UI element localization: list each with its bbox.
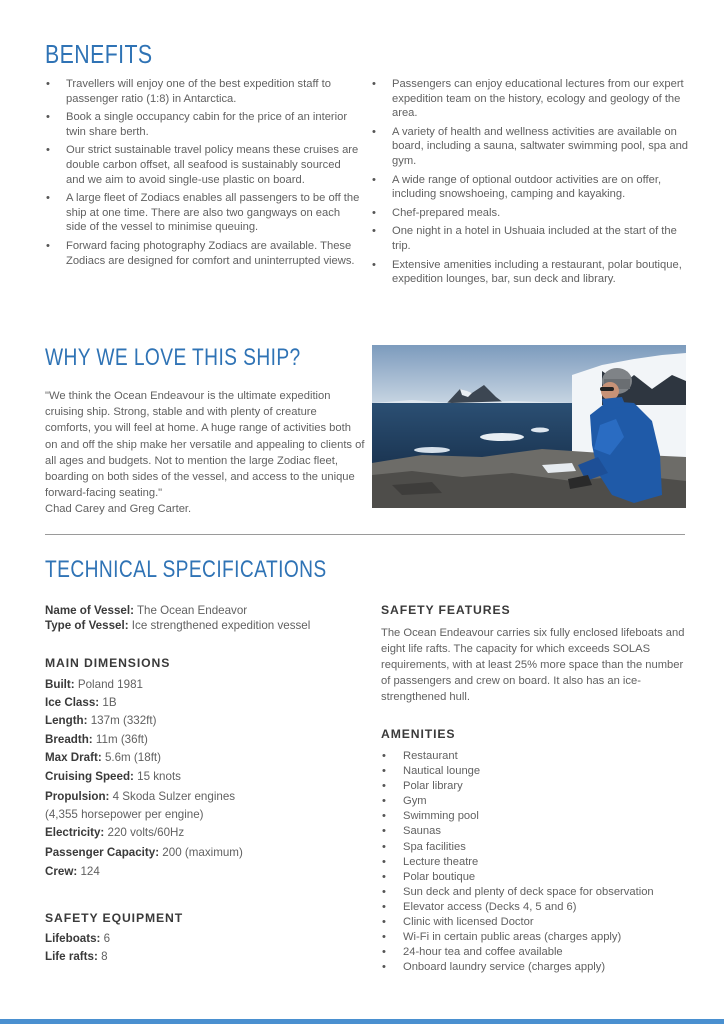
list-item: • Forward facing photography Zodiacs are available. These Zodiacs are designed for comfort and uninterrupted views. (45, 239, 360, 268)
list-item: • Onboard laundry service (charges apply) (381, 960, 701, 975)
spec-propulsion (45, 790, 235, 803)
quote-text: "We think the Ocean Endeavour is the ultimate expedition cruising ship. Strong, stable and with plenty of creature comforts, you will feel at home. A huge range of activities both on and off the ship make her versatile and appealing to clients of all ages and budgets. Not to mention the large Zodiac fleet, boarding on both sides of the vessel, and access to the unique forward-facing seating." (45, 390, 365, 500)
antarctica-photo (372, 345, 686, 508)
spec-label: Length: (45, 714, 88, 727)
spec-value: 5.6m (18ft) (104, 751, 161, 764)
spec-value: 15 knots (137, 770, 181, 783)
list-item: • A large fleet of Zodiacs enables all passengers to be off the ship at one time. There are also two gangways on each side of the vessel to minimise queuing. (45, 191, 360, 235)
spec-value: 1B (102, 696, 117, 709)
vessel-type (45, 619, 310, 632)
spec-label: Max Draft: (45, 751, 102, 764)
list-item: • Clinic with licensed Doctor (381, 915, 701, 930)
safety-features-text: The Ocean Endeavour carries six fully enclosed lifeboats and eight life rafts. The capacity for which exceeds SOLAS requirements, with at least 25% more space than the number of passengers and crew on board. It also has an ice-strengthened hull. (381, 627, 685, 703)
why-heading: WHY WE LOVE THIS SHIP? (45, 344, 301, 371)
spec-value: 4 Skoda Sulzer engines (112, 790, 236, 803)
spec-crew (45, 865, 100, 878)
list-item: • Polar boutique (381, 870, 701, 885)
list-item: • One night in a hotel in Ushuaia included at the start of the trip. (371, 224, 691, 253)
spec-cruising-speed (45, 770, 181, 783)
spec-value: 137m (332ft) (90, 714, 157, 727)
spec-value: 8 (101, 950, 108, 963)
list-item: • Extensive amenities including a restaurant, polar boutique, expedition lounges, bar, sun deck and library. (371, 258, 691, 287)
spec-label: Lifeboats: (45, 932, 101, 945)
spec-liferafts (45, 950, 108, 963)
list-item: • Polar library (381, 779, 701, 794)
amenities-list (381, 749, 701, 975)
spec-length (45, 714, 156, 727)
quote-author: Chad Carey and Greg Carter. (45, 503, 192, 516)
vessel-type-value: Ice strengthened expedition vessel (131, 619, 311, 632)
footer-accent-bar (0, 1019, 724, 1024)
list-item: • Nautical lounge (381, 764, 701, 779)
list-item: • Passengers can enjoy educational lectures from our expert expedition team on the history, ecology and geology of the area. (371, 77, 691, 121)
list-item: • Book a single occupancy cabin for the price of an interior twin share berth. (45, 110, 360, 139)
spec-lifeboats (45, 932, 110, 945)
vessel-type-label: Type of Vessel: (45, 619, 129, 632)
list-item: • A variety of health and wellness activities are available on board, including a sauna, saltwater swimming pool, spa and gym. (371, 125, 691, 169)
spec-label: Passenger Capacity: (45, 846, 160, 859)
benefits-left-list (45, 77, 360, 272)
safety-equipment-heading: SAFETY EQUIPMENT (45, 911, 184, 925)
spec-propulsion-note (45, 808, 204, 821)
list-item: • Swimming pool (381, 809, 701, 824)
list-item: • Elevator access (Decks 4, 5 and 6) (381, 900, 701, 915)
spec-passenger-capacity (45, 846, 243, 859)
main-dimensions-heading: MAIN DIMENSIONS (45, 656, 171, 670)
spec-value: 11m (36ft) (95, 733, 148, 746)
spec-breadth (45, 733, 148, 746)
testimonial-quote (45, 388, 365, 518)
benefits-right-list (371, 77, 691, 291)
vessel-name-label: Name of Vessel: (45, 604, 134, 617)
photo-illustration (372, 345, 686, 508)
section-divider (45, 534, 685, 535)
list-item: • Travellers will enjoy one of the best expedition staff to passenger ratio (1:8) in Antarctica. (45, 77, 360, 106)
list-item: • Our strict sustainable travel policy means these cruises are double carbon offset, all seafood is sustainably sourced and we aim to avoid single-use plastic on board. (45, 143, 360, 187)
spec-value: Poland 1981 (77, 678, 143, 691)
list-item: • Spa facilities (381, 840, 701, 855)
list-item: • Restaurant (381, 749, 701, 764)
spec-value: 200 (maximum) (162, 846, 243, 859)
spec-value: (4,355 horsepower per engine) (45, 808, 204, 821)
list-item: • Sun deck and plenty of deck space for observation (381, 885, 701, 900)
amenities-heading: AMENITIES (381, 727, 456, 741)
safety-features-heading: SAFETY FEATURES (381, 603, 511, 617)
spec-max-draft (45, 751, 161, 764)
spec-ice-class (45, 696, 117, 709)
spec-value: 124 (80, 865, 100, 878)
spec-label: Built: (45, 678, 75, 691)
vessel-name-value: The Ocean Endeavor (136, 604, 248, 617)
vessel-name (45, 604, 247, 617)
list-item: • 24-hour tea and coffee available (381, 945, 701, 960)
list-item: • Gym (381, 794, 701, 809)
list-item: • Saunas (381, 824, 701, 839)
spec-value: 6 (103, 932, 111, 945)
spec-label: Breadth: (45, 733, 93, 746)
list-item: • Chef-prepared meals. (371, 206, 691, 221)
spec-label: Crew: (45, 865, 78, 878)
spec-label: Life rafts: (45, 950, 98, 963)
spec-built (45, 678, 143, 691)
benefits-heading: BENEFITS (45, 39, 153, 69)
list-item: • Wi-Fi in certain public areas (charges apply) (381, 930, 701, 945)
spec-label: Propulsion: (45, 790, 110, 803)
list-item: • Lecture theatre (381, 855, 701, 870)
spec-value: 220 volts/60Hz (107, 826, 185, 839)
spec-electricity (45, 826, 184, 839)
list-item: • A wide range of optional outdoor activities are on offer, including snowshoeing, camping and kayaking. (371, 173, 691, 202)
spec-label: Ice Class: (45, 696, 100, 709)
tech-specs-heading: TECHNICAL SPECIFICATIONS (45, 556, 327, 583)
spec-label: Electricity: (45, 826, 105, 839)
spec-label: Cruising Speed: (45, 770, 134, 783)
